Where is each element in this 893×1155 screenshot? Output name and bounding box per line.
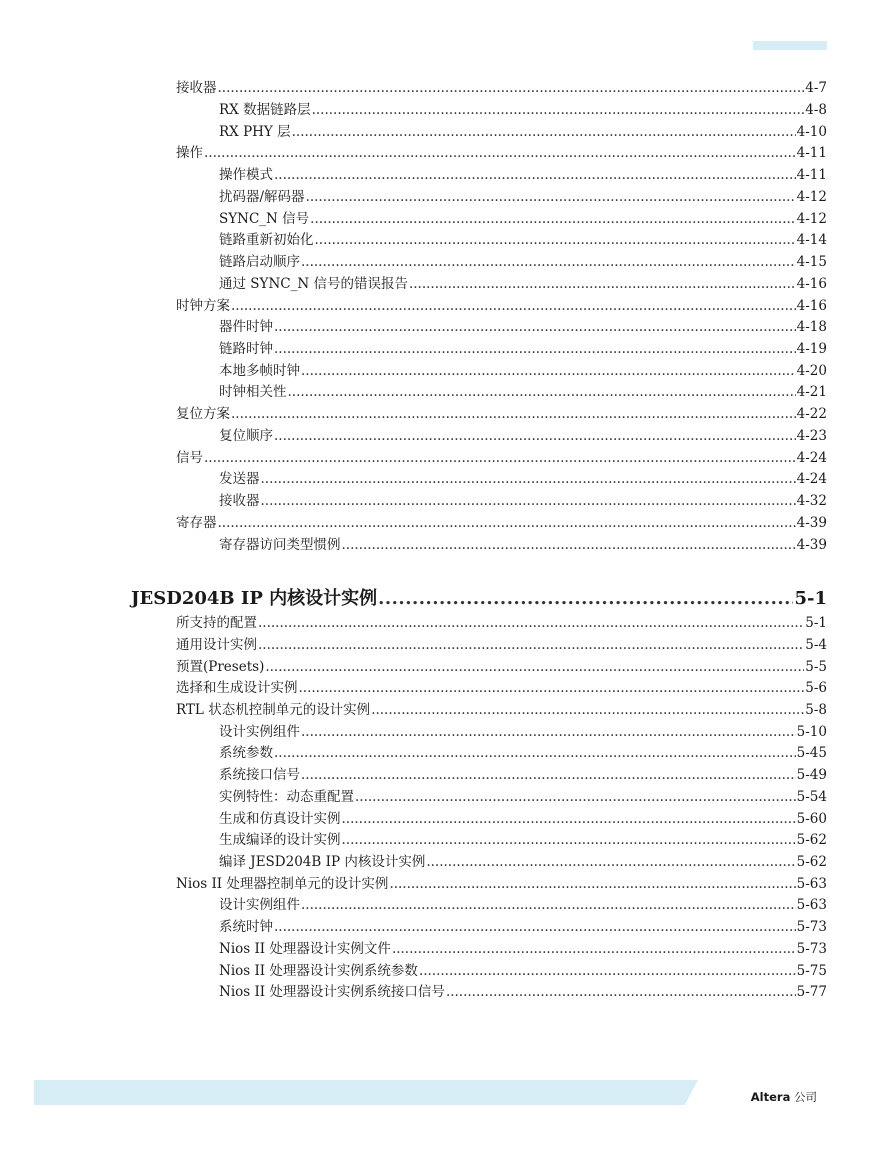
toc-page-number: 5-5 [805,659,827,675]
toc-page-number: 5-62 [796,832,827,848]
toc-leader-dots [274,166,796,184]
toc-leader-dots [274,744,796,762]
toc-page-number: 5-1 [794,588,827,609]
toc-leader-dots [409,275,796,293]
toc-page-number: 5-4 [805,637,827,653]
toc-leader-dots [342,831,796,849]
toc-entry-label: 实例特性：动态重配置 [219,789,354,805]
toc-entry-dynamic-reconfig[interactable] [219,788,827,806]
toc-entry-label: Nios II 处理器设计实例系统接口信号 [219,984,445,1000]
toc-entry-reset-scheme[interactable] [176,405,827,423]
toc-page-number: 4-39 [796,515,827,531]
toc-entry-label: 时钟相关性 [219,384,287,400]
toc-entry-nios-ii-design-example[interactable] [176,875,827,893]
toc-page-number: 4-14 [796,232,827,248]
toc-entry-label: 预置(Presets) [176,659,265,675]
toc-entry-nios-design-components[interactable] [219,896,827,914]
toc-entry-presets[interactable] [176,658,827,676]
toc-entry-supported-configs[interactable] [176,614,827,632]
toc-entry-transmitter[interactable] [219,470,827,488]
toc-page-number: 5-45 [796,745,827,761]
toc-entry-generic-design-example[interactable] [176,636,827,654]
toc-entry-label: 设计实例组件 [219,897,300,913]
toc-entry-rx-phy-layer[interactable] [219,123,827,141]
toc-leader-dots [258,614,804,632]
toc-entry-label: 生成编译的设计实例 [219,832,341,848]
toc-page-number: 4-11 [796,167,827,183]
toc-leader-dots [310,210,796,228]
toc-page-number: 5-54 [796,789,827,805]
toc-entry-label: 接收器 [219,493,260,509]
toc-entry-compile-ip-core[interactable] [219,853,827,871]
toc-entry-link-clock[interactable] [219,340,827,358]
toc-entry-label: 本地多帧时钟 [219,363,300,379]
toc-leader-dots [446,983,796,1001]
toc-entry-device-clock[interactable] [219,318,827,336]
toc-entry-generate-simulate[interactable] [219,810,827,828]
toc-entry-label: 操作 [176,145,203,161]
toc-entry-label: 扰码器/解码器 [219,189,305,205]
toc-entry-link-reinit[interactable] [219,231,827,249]
toc-leader-dots [301,723,796,741]
toc-entry-nios-interface-signals[interactable] [219,983,827,1001]
toc-entry-label: 通用设计实例 [176,637,257,653]
toc-page-number: 5-6 [805,680,827,696]
toc-leader-dots [342,536,796,554]
toc-chapter-title: JESD204B IP 内核设计实例 [131,588,378,609]
toc-entry-clock-scheme[interactable] [176,297,827,315]
toc-entry-label: 发送器 [219,471,260,487]
toc-leader-dots [306,188,796,206]
toc-entry-generate-compile[interactable] [219,831,827,849]
toc-entry-label: 系统接口信号 [219,767,300,783]
toc-entry-label: 复位顺序 [219,428,273,444]
toc-entry-system-clock[interactable] [219,918,827,936]
toc-entry-label: Nios II 处理器设计实例系统参数 [219,963,418,979]
toc-entry-label: 系统时钟 [219,919,273,935]
toc-entry-label: 编译 JESD204B IP 内核设计实例 [219,854,426,870]
toc-page-number: 4-7 [805,80,827,96]
toc-entry-label: 寄存器 [176,515,217,531]
toc-page-number: 4-10 [796,124,827,140]
footer-brand: Altera [750,1090,791,1104]
toc-page-number: 4-22 [796,406,827,422]
toc-page-number: 4-32 [796,493,827,509]
toc-leader-dots [231,297,796,315]
toc-leader-dots [288,383,796,401]
toc-page-number: 5-73 [796,941,827,957]
toc-entry-label: 接收器 [176,80,217,96]
toc-entry-label: 复位方案 [176,406,230,422]
toc-page-number: 5-75 [796,963,827,979]
toc-leader-dots [204,144,796,162]
toc-page-number: 4-11 [796,145,827,161]
toc-chapter-design-examples[interactable] [131,587,827,611]
toc-entry-select-generate[interactable] [176,679,827,697]
toc-leader-dots [218,79,805,97]
toc-entry-label: 链路时钟 [219,341,273,357]
toc-entry-receiver[interactable] [176,79,827,97]
toc-leader-dots [378,587,793,611]
toc-page-number: 4-12 [796,189,827,205]
toc-entry-label: Nios II 处理器设计实例文件 [219,941,391,957]
toc-page-number: 5-73 [796,919,827,935]
toc-entry-label: RX 数据链路层 [219,102,311,118]
toc-leader-dots [258,636,804,654]
toc-entry-label: 器件时钟 [219,319,273,335]
toc-leader-dots [426,853,795,871]
toc-entry-sync-n-signal[interactable] [219,210,827,228]
toc-page-number: 4-24 [796,450,827,466]
toc-entry-label: SYNC_N 信号 [219,211,310,227]
toc-entry-label: 寄存器访问类型惯例 [219,537,341,553]
toc-leader-dots [261,492,796,510]
toc-page-number: 5-77 [796,984,827,1000]
toc-page-number: 4-15 [796,254,827,270]
toc-leader-dots [392,940,796,958]
toc-page-number: 4-12 [796,211,827,227]
toc-entry-label: 链路重新初始化 [219,232,314,248]
footer-company [751,1089,817,1105]
toc-leader-dots [274,427,796,445]
toc-entry-label: 链路启动顺序 [219,254,300,270]
toc-leader-dots [315,231,796,249]
toc-entry-label: 通过 SYNC_N 信号的错误报告 [219,276,408,292]
toc-page-number: 4-8 [805,102,827,118]
toc-entry-nios-system-params[interactable] [219,962,827,980]
toc-page-number: 4-24 [796,471,827,487]
toc-leader-dots [292,123,796,141]
toc-entry-design-components[interactable] [219,723,827,741]
toc-leader-dots [419,962,796,980]
toc-entry-operation[interactable] [176,144,827,162]
toc-leader-dots [261,470,796,488]
toc-page-number: 5-63 [796,876,827,892]
toc-page-number: 5-60 [796,811,827,827]
toc-entry-label: RX PHY 层 [219,124,291,140]
toc-entry-label: 生成和仿真设计实例 [219,811,341,827]
toc-leader-dots [301,766,796,784]
toc-entry-label: 所支持的配置 [176,615,257,631]
toc-leader-dots [301,253,796,271]
toc-page-number: 4-23 [796,428,827,444]
toc-page-number: 4-18 [796,319,827,335]
toc-page-number: 4-39 [796,537,827,553]
toc-leader-dots [389,875,795,893]
toc-leader-dots [204,449,796,467]
footer-accent-bar [34,1080,698,1105]
toc-entry-signals[interactable] [176,449,827,467]
toc-leader-dots [371,701,804,719]
toc-entry-lmf-clock[interactable] [219,362,827,380]
toc-page-number: 5-1 [805,615,827,631]
toc-entry-label: 系统参数 [219,745,273,761]
toc-page-number: 5-8 [805,702,827,718]
toc-leader-dots [274,340,796,358]
toc-page-number: 5-49 [796,767,827,783]
toc-page-number: 5-63 [796,897,827,913]
toc-leader-dots [274,318,796,336]
toc-entry-label: Nios II 处理器控制单元的设计实例 [176,876,389,892]
toc-entry-system-params[interactable] [219,744,827,762]
toc-entry-rtl-state-machine[interactable] [176,701,827,719]
toc-leader-dots [231,405,796,423]
toc-entry-scrambler[interactable] [219,188,827,206]
toc-entry-operation-mode[interactable] [219,166,827,184]
toc-leader-dots [218,514,796,532]
toc-entry-clock-correlation[interactable] [219,383,827,401]
toc-leader-dots [312,101,805,119]
toc-entry-system-interface-signals[interactable] [219,766,827,784]
toc-page-number: 4-20 [796,363,827,379]
toc-leader-dots [265,658,804,676]
toc-page-number: 5-62 [796,854,827,870]
toc-entry-label: 选择和生成设计实例 [176,680,298,696]
toc-entry-link-startup[interactable] [219,253,827,271]
toc-leader-dots [301,896,796,914]
toc-leader-dots [299,679,805,697]
toc-entry-label: 时钟方案 [176,298,230,314]
toc-entry-rx-data-link-layer[interactable] [219,101,827,119]
toc-leader-dots [274,918,796,936]
toc-page-number: 4-16 [796,298,827,314]
toc-entry-label: 设计实例组件 [219,724,300,740]
toc-entry-receiver-signals[interactable] [219,492,827,510]
toc-leader-dots [301,362,796,380]
toc-leader-dots [342,810,796,828]
toc-page-number: 4-19 [796,341,827,357]
toc-entry-label: 信号 [176,450,203,466]
toc-page-number: 4-16 [796,276,827,292]
toc-entry-register-access-types[interactable] [219,536,827,554]
footer-company-label: 公司 [794,1090,817,1104]
toc-page-number: 4-21 [796,384,827,400]
toc-entry-registers[interactable] [176,514,827,532]
toc-entry-label: 操作模式 [219,167,273,183]
toc-entry-sync-n-error-report[interactable] [219,275,827,293]
toc-page-number: 5-10 [796,724,827,740]
toc-entry-label: RTL 状态机控制单元的设计实例 [176,702,371,718]
header-accent-bar [753,41,827,50]
toc-entry-nios-design-files[interactable] [219,940,827,958]
toc-leader-dots [355,788,796,806]
toc-entry-reset-sequence[interactable] [219,427,827,445]
